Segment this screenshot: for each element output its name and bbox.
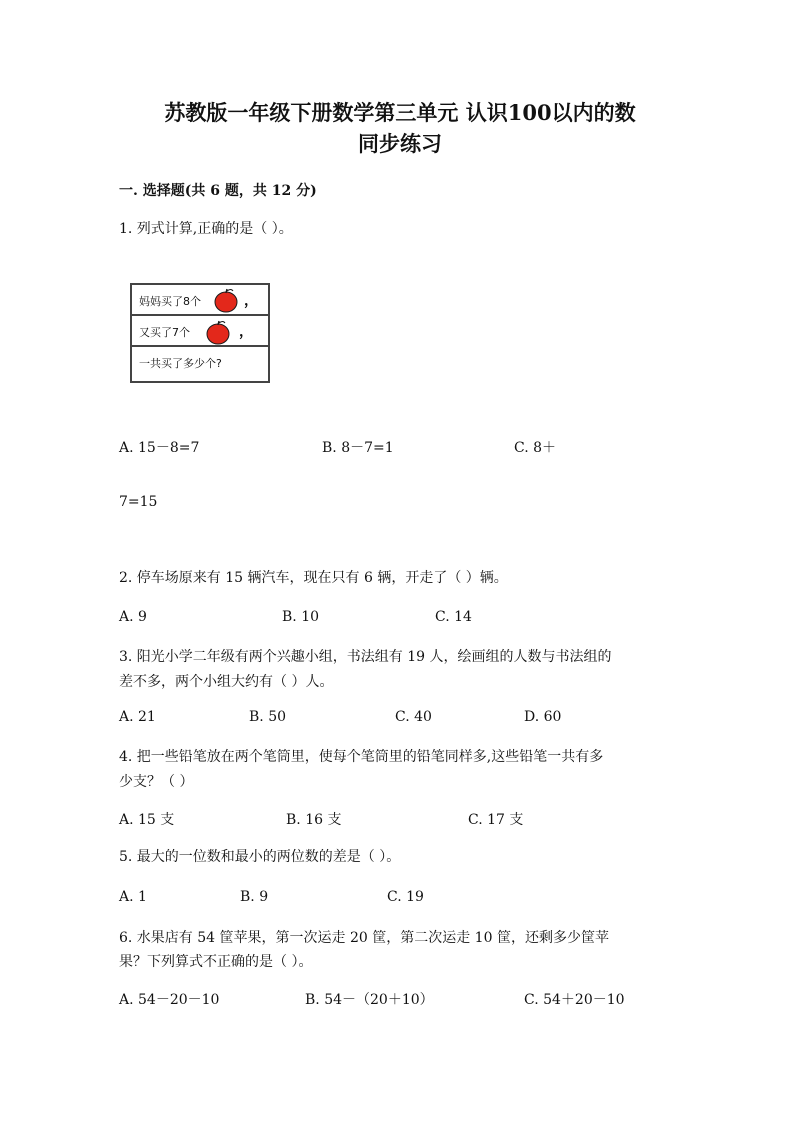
question-1-text: 1. 列式计算,正确的是（ ）。 — [119, 221, 293, 237]
question-2-option-b[interactable]: B. 10 — [282, 609, 320, 625]
page-title-line-1: 苏教版一年级下册数学第三单元 认识100以内的数 — [164, 100, 636, 125]
question-4-text-line-1: 4. 把一些铅笔放在两个笔筒里，使每个笔筒里的铅笔同样多,这些铅笔一共有多 — [119, 749, 604, 765]
apple-icon — [212, 287, 240, 313]
question-1-option-b[interactable]: B. 8－7=1 — [322, 440, 394, 456]
question-3-option-a[interactable]: A. 21 — [119, 709, 156, 725]
picture-row-1-comma: ， — [244, 293, 258, 309]
picture-row-2 — [132, 316, 268, 347]
question-2-option-a[interactable]: A. 9 — [119, 609, 147, 625]
question-6-text-line-2: 果？下列算式不正确的是（ ）。 — [119, 954, 313, 970]
question-4-option-a[interactable]: A. 15 支 — [119, 812, 175, 828]
question-5-option-c[interactable]: C. 19 — [387, 889, 424, 905]
question-5-option-a[interactable]: A. 1 — [119, 889, 147, 905]
question-4-option-c[interactable]: C. 17 支 — [468, 812, 524, 828]
picture-row-1 — [132, 285, 268, 316]
page-title-line-2: 同步练习 — [358, 131, 442, 156]
question-1-option-a[interactable]: A. 15－8=7 — [119, 440, 200, 456]
question-6-text-line-1: 6. 水果店有 54 筐苹果，第一次运走 20 筐，第二次运走 10 筐，还剩多少筐苹 — [119, 930, 609, 946]
question-1-option-c-continued: 7=15 — [119, 494, 158, 510]
section-heading: 一. 选择题(共 6 题，共 12 分) — [119, 183, 317, 199]
picture-row-3-text: 一共买了多少个? — [139, 357, 222, 370]
apple-icon — [204, 319, 232, 345]
question-1-picture — [130, 283, 270, 383]
question-5-text: 5. 最大的一位数和最小的两位数的差是（ ）。 — [119, 849, 401, 865]
picture-row-1-text: 妈妈买了8个 — [139, 295, 201, 308]
question-3-text-line-1: 3. 阳光小学二年级有两个兴趣小组，书法组有 19 人，绘画组的人数与书法组的 — [119, 649, 612, 665]
question-4-option-b[interactable]: B. 16 支 — [286, 812, 342, 828]
question-3-text-line-2: 差不多，两个小组大约有（ ）人。 — [119, 674, 334, 690]
picture-row-2-text: 又买了7个 — [139, 326, 190, 339]
question-3-option-b[interactable]: B. 50 — [249, 709, 287, 725]
question-3-option-c[interactable]: C. 40 — [395, 709, 432, 725]
question-6-option-a[interactable]: A. 54－20－10 — [119, 992, 220, 1008]
question-5-option-b[interactable]: B. 9 — [240, 889, 269, 905]
picture-row-2-comma: ， — [239, 324, 253, 340]
question-2-text: 2. 停车场原来有 15 辆汽车，现在只有 6 辆，开走了（ ）辆。 — [119, 570, 508, 586]
question-1-option-c[interactable]: C. 8＋ — [514, 440, 557, 456]
question-2-option-c[interactable]: C. 14 — [435, 609, 472, 625]
picture-row-3 — [132, 347, 268, 378]
question-4-text-line-2: 少支？（ ） — [119, 774, 194, 790]
question-3-option-d[interactable]: D. 60 — [524, 709, 562, 725]
question-6-option-b[interactable]: B. 54－（20＋10） — [305, 992, 434, 1008]
question-6-option-c[interactable]: C. 54＋20－10 — [524, 992, 625, 1008]
